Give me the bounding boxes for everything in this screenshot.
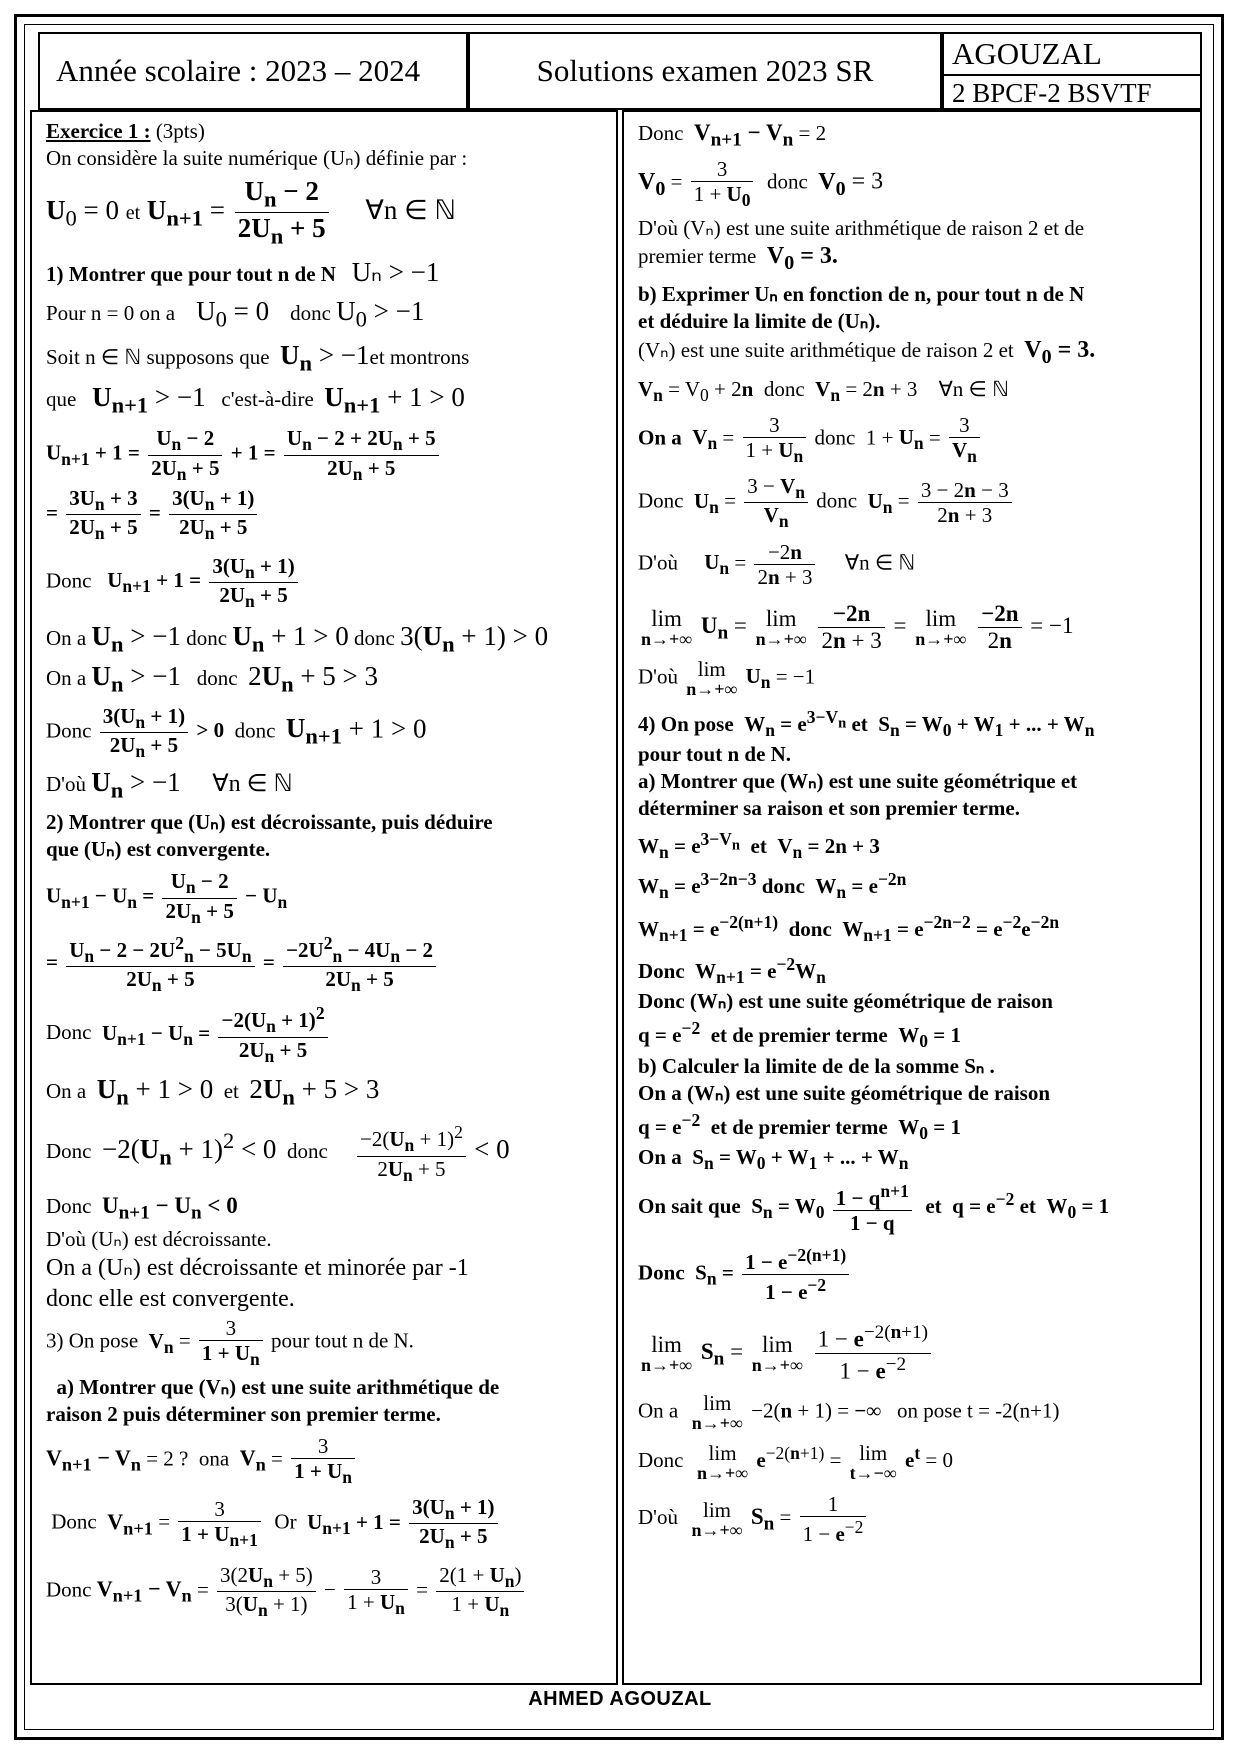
intro: On considère la suite numérique (Uₙ) définie par :: [46, 145, 468, 170]
school-year: Année scolaire : 2023 – 2024: [38, 32, 468, 110]
class-list: 2 BPCF-2 BSVTF: [952, 78, 1152, 108]
footer-author: AHMED AGOUZAL: [528, 1688, 712, 1710]
author-name: AGOUZAL: [944, 34, 1200, 76]
exam-title: Solutions examen 2023 SR: [468, 32, 942, 110]
right-column: Donc $V_{n+1} - V_n = 2$ $V_0$ = $\frac{3}{1 + U_0}$ donc $V_0 = 3$ D'où (Vₙ) est une suite arithmétique de raison 2 et de premier terme $V_0 = 3$. b) Exprimer Uₙ en fonction de n, pour tout n de N et déduire la limite de (Uₙ). (Vₙ) est une suite arithmétique de raison 2 et $V_0 = 3$. $V_n = V_0 + 2n$ donc $V_n = 2n + 3$ ∀n ∈ ℕ On a $V_n$ = $\frac{3}{1 + U_n}$ donc $1 + U_n$ = $\frac{3}{V_n}$ Donc $U_n$ = $\frac{3 - V_n}{V_n}$ donc $U_n$ = $\frac{3 - 2n - 3}{2n + 3}$ D'où $U_n$ = $\frac{-2n}{2n + 3}$ ∀n ∈ ℕ lim n→+∞ $U_n$ = lim n→+∞ $\frac{-2n}{2n + 3}$ = lim n→+∞ $\frac{-2n}{2n}$ = −1 D'où lim n→+∞ $U_n = -1$ 4) On pose $W_n = e^{3-V_n}$ et $S_n = W_0 + W_1$ + ... + $W_n$ pour tout n de N. a) Montrer que (Wₙ) est une suite géométrique et déterminer sa raison et son premier terme. $W_n = e^{3-V_n}$ et $V_n = 2n + 3$ $W_n = e^{3-2n-3}$ donc $W_n = e^{-2n}$ $W_{n+1} = e^{-2(n+1)}$ donc $W_{n+1} = e^{-2n-2} = e^{-2}e^{-2n}$ Donc $W_{n+1} = e^{-2}W_n$ Donc (Wₙ) est une suite géométrique de raison $q = e^{-2}$ et de premier terme $W_0 = 1$ b) Calculer la limite de de la somme Sₙ . On a (Wₙ) est une suite géométrique de raison $q = e^{-2}$ et de premier terme $W_0 = 1$ On a $S_n = W_0 + W_1$ + ... + $W_n$ On sait que $S_n = W_0$ $\frac{1 - q^{n+1}}{1 - q}$ et $q = e^{-2}$ et $W_0 = 1$ Donc $S_n$ = $\frac{1 - e^{-2(n+1)}}{1 - e^{-2}}$ lim n→+∞ $S_n$ = lim n→+∞ $\frac{1 - e^{-2(n+1)}}{1 - e^{-2}}$ On a lim n→+∞ −2(n + 1) = −∞ on pose t = -2(n+1) Donc lim n→+∞ $e^{-2(n+1)}$ = lim t→−∞ $e^t = 0$ D'où lim n→+∞ $S_n$ = $\frac{1}{1 - e^{-2}}$: [622, 110, 1202, 1685]
question-1: 1) Montrer que pour tout n de N: [46, 262, 336, 287]
left-column: Exercice 1 : (3pts) On considère la suite numérique (Uₙ) définie par : $U_0 = 0$ et $U_{n+1}$ = $\frac{U_n - 2}{2U_n + 5}$ ∀n ∈ ℕ 1) Montrer que pour tout n de N Uₙ > −1 Pour n = 0 on a $U_0 = 0$ donc $U_0 > -1$ Soit n ∈ ℕ supposons que $U_n > -1et$ montrons que $U_{n+1} > -1$ c'est-à-dire $U_{n+1} + 1 > 0$ $U_{n+1} + 1$ = $\frac{U_n - 2}{2U_n + 5}$ + 1 = $\frac{U_n - 2 + 2U_n + 5}{2U_n + 5}$ = $\frac{3U_n + 3}{2U_n + 5}$ = $\frac{3(U_n + 1)}{2U_n + 5}$ Donc $U_{n+1} + 1$ = $\frac{3(U_n + 1)}{2U_n + 5}$ On a $U_n > -1$ donc $U_n + 1 > 0$ donc $3(U_n + 1) > 0$ On a $U_n > -1$ donc $2U_n + 5 > 3$ Donc $\frac{3(U_n + 1)}{2U_n + 5}$ > 0 donc $U_{n+1} + 1 > 0$ D'où $U_n > -1$ ∀n ∈ ℕ 2) Montrer que (Uₙ) est décroissante, puis déduire que (Uₙ) est convergente. $U_{n+1} - U_n$ = $\frac{U_n - 2}{2U_n + 5}$ − $U_n$ = $\frac{U_n - 2 - 2U^2_n - 5U_n}{2U_n + 5}$ = $\frac{-2U^2_n - 4U_n - 2}{2U_n + 5}$ Donc $U_{n+1} - U_n$ = $\frac{-2(U_n + 1)^2}{2U_n + 5}$ On a $U_n + 1 > 0$ et $2U_n + 5 > 3$ Donc $-2(U_n + 1)^2 < 0$ donc $\frac{-2(U_n + 1)^2}{2U_n + 5}$ < 0 Donc $U_{n+1} - U_n < 0$ D'où (Uₙ) est décroissante. On a (Uₙ) est décroissante et minorée par -1 donc elle est convergente. 3) On pose $V_n$ = $\frac{3}{1 + U_n}$ pour tout n de N. a) Montrer que (Vₙ) est une suite arithmétique de raison 2 puis déterminer son premier terme. $V_{n+1} - V_n = 2$ ? ona $V_n$ = $\frac{3}{1 + U_n}$ Donc $V_{n+1}$ = $\frac{3}{1 + U_{n+1}}$ Or $U_{n+1} + 1$ = $\frac{3(U_n + 1)}{2U_n + 5}$ Donc $V_{n+1} - V_n$ = $\frac{3(2U_n + 5)}{3(U_n + 1)}$ − $\frac{3}{1 + U_n}$ = $\frac{2(1 + U_n)}{1 + U_n}$: [30, 110, 618, 1685]
header-author-box: [942, 32, 1202, 110]
sequence-definition: $U_0 = 0$ et $U_{n+1}$ = $\frac{U_n - 2}{2U_n + 5}$ ∀n ∈ ℕ: [46, 175, 457, 249]
exercise-title: Exercice 1 :: [46, 119, 151, 143]
